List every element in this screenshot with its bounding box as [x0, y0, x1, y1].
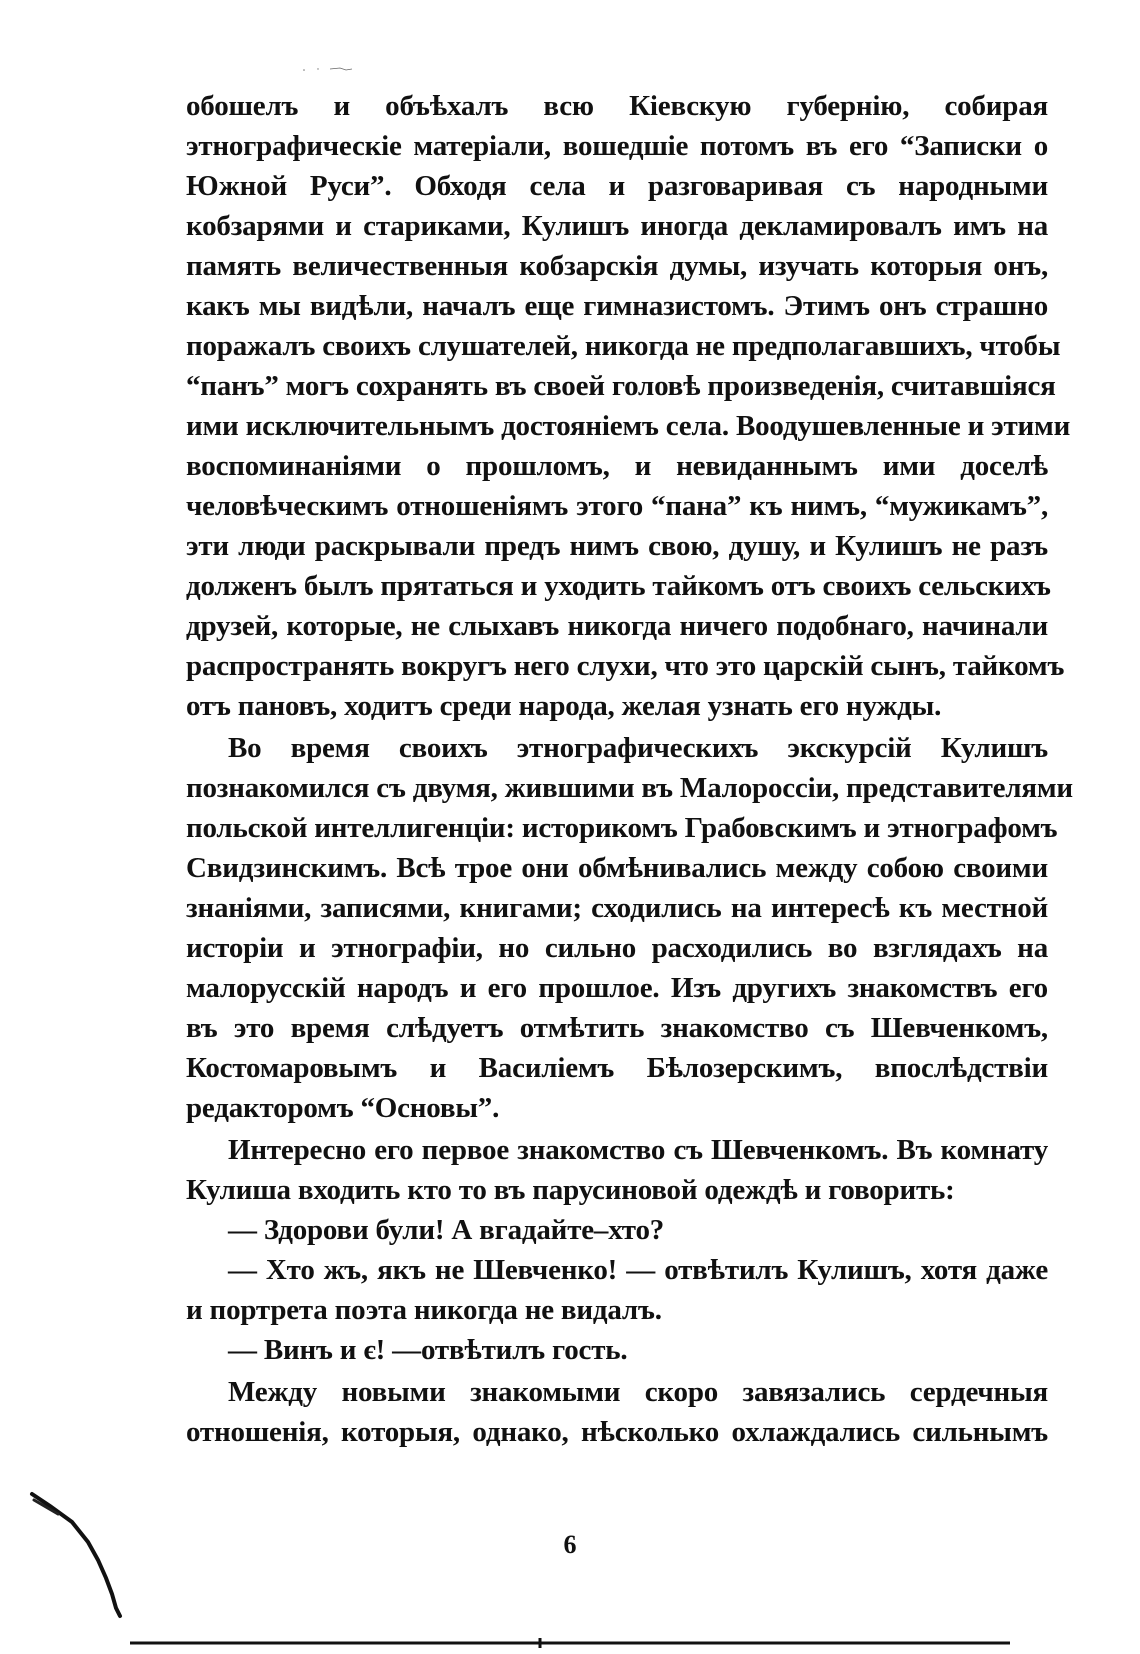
paragraph-start-line: Во время своихъ этнографическихъ экскурсій Кулишъ [228, 732, 1048, 764]
text-line: обошелъ и объѣхалъ всю Кіевскую губернію, собирая [186, 90, 1048, 122]
dialogue-line: — Винъ и є! —отвѣтилъ гость. [228, 1334, 628, 1366]
text-line: воспоминаніями о прошломъ, и невиданнымъ ими доселѣ [186, 450, 1048, 482]
text-line: малорусскій народъ и его прошлое. Изъ другихъ знакомствъ его [186, 972, 1048, 1004]
page-number: 6 [563, 1530, 577, 1559]
paragraph-start-line: Между новыми знакомыми скоро завязались сердечныя [228, 1376, 1048, 1408]
text-line: редакторомъ “Основы”. [186, 1092, 500, 1124]
text-line: кобзарями и стариками, Кулишъ иногда декламировалъ имъ на [186, 210, 1048, 242]
paragraph-start-line: Интересно его первое знакомство съ Шевченкомъ. Въ комнату [228, 1134, 1048, 1166]
text-line: распространять вокругъ него слухи, что это царскій сынъ, тайкомъ [186, 650, 1065, 682]
text-line: человѣческимъ отношеніямъ этого “пана” къ нимъ, “мужикамъ”, [186, 490, 1048, 522]
text-line: память величественныя кобзарскія думы, изучать которыя онъ, [186, 250, 1048, 282]
text-line: эти люди раскрывали предъ нимъ свою, душу, и Кулишъ не разъ [186, 530, 1048, 562]
text-line: долженъ былъ прятаться и уходить тайкомъ отъ своихъ сельскихъ [186, 570, 1051, 602]
scan-speck-decoration [300, 64, 360, 74]
text-line: этнографическіе матеріали, вошедшіе потомъ въ его “Записки о [186, 130, 1048, 162]
text-line: и портрета поэта никогда не видалъ. [186, 1294, 662, 1326]
text-line: исторіи и этнографіи, но сильно расходились во взглядахъ на [186, 932, 1048, 964]
body-text [186, 86, 1073, 1452]
text-line: Южной Руси”. Обходя села и разговаривая съ народными [186, 170, 1048, 202]
text-line: поражалъ своихъ слушателей, никогда не предполагавшихъ, чтобы [186, 330, 1061, 362]
text-line: какъ мы видѣли, началъ еще гимназистомъ. Этимъ онъ страшно [186, 290, 1048, 322]
text-line: Костомаровымъ и Василіемъ Бѣлозерскимъ, впослѣдствіи [186, 1052, 1048, 1084]
text-line: “панъ” могъ сохранять въ своей головѣ произведенія, считавшіяся [186, 370, 1056, 402]
text-line: польской интеллигенціи: историкомъ Грабовскимъ и этнографомъ [186, 812, 1058, 844]
text-line: отношенія, которыя, однако, нѣсколько охлаждались сильнымъ [186, 1416, 1048, 1448]
text-line: ими исключительнымъ достояніемъ села. Воодушевленные и этими [186, 410, 1071, 442]
scan-edge-mark-decoration [28, 1490, 148, 1620]
dialogue-line: — Здорови були! А вгадайте–хто? [228, 1214, 665, 1246]
scan-bottom-edge-decoration [130, 1636, 1010, 1648]
dialogue-line: — Хто жъ, якъ не Шевченко! — отвѣтилъ Кулишъ, хотя даже [228, 1254, 1048, 1286]
text-line: отъ пановъ, ходитъ среди народа, желая узнать его нужды. [186, 690, 942, 722]
text-line: познакомился съ двумя, жившими въ Малороссіи, представителями [186, 772, 1073, 804]
text-line: Кулиша входить кто то въ парусиновой одеждѣ и говорить: [186, 1174, 955, 1206]
text-line: знаніями, записями, книгами; сходились на интересѣ къ местной [186, 892, 1048, 924]
text-line: Свидзинскимъ. Всѣ трое они обмѣнивались между собою своими [186, 852, 1048, 884]
text-line: въ это время слѣдуетъ отмѣтить знакомство съ Шевченкомъ, [186, 1012, 1048, 1044]
text-line: друзей, которые, не слыхавъ никогда ничего подобнаго, начинали [186, 610, 1048, 642]
